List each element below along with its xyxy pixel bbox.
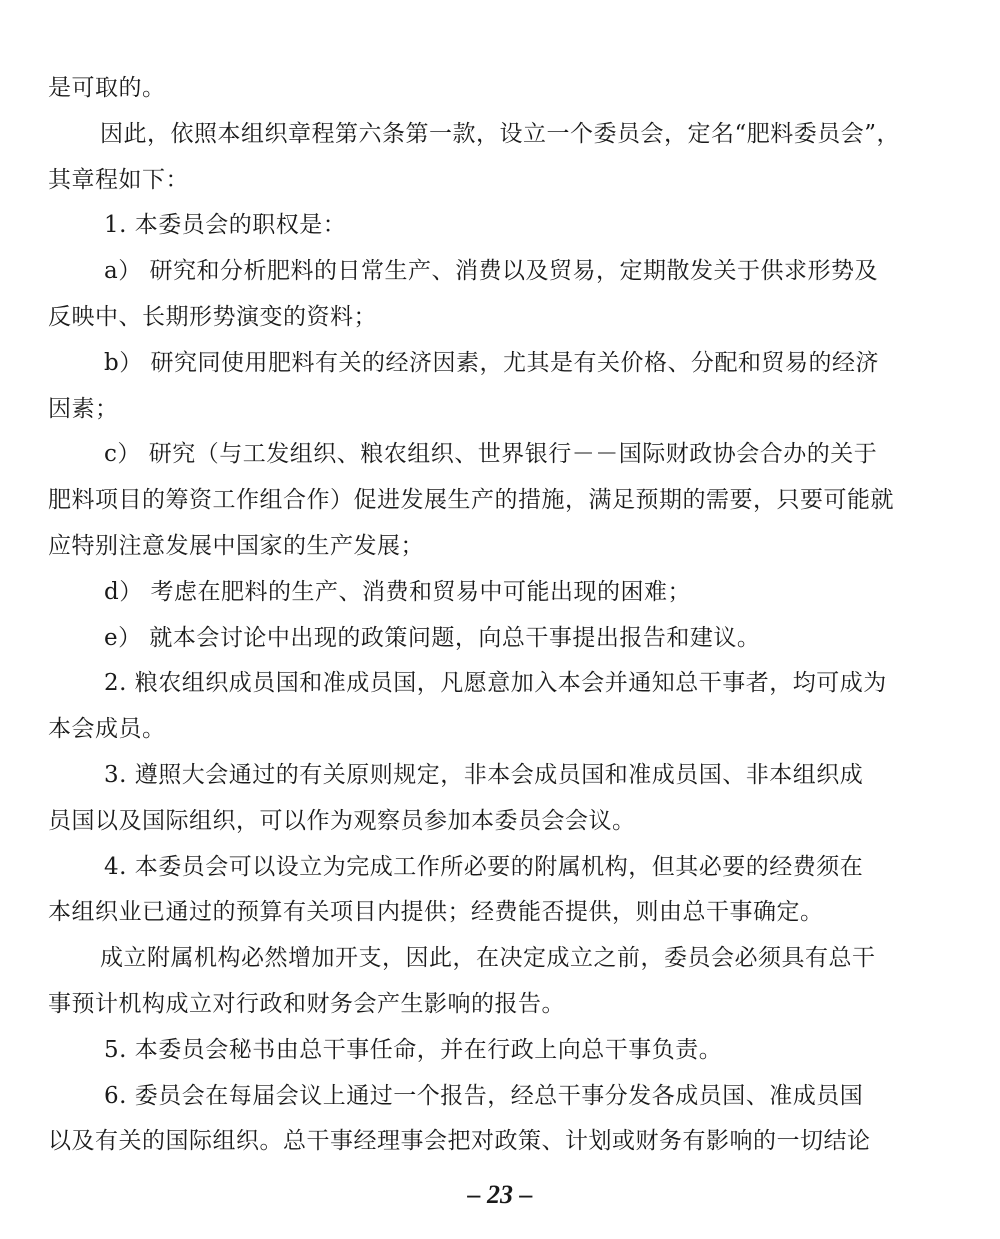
- text-line: b） 研究同使用肥料有关的经济因素，尤其是有关价格、分配和贸易的经济: [104, 349, 880, 376]
- text-line: 反映中、长期形势演变的资料；: [48, 303, 377, 330]
- text-line: 2. 粮农组织成员国和准成员国，凡愿意加入本会并通知总干事者，均可成为: [104, 670, 887, 697]
- text-line: 5. 本委员会秘书由总干事任命，并在行政上向总干事负责。: [104, 1036, 723, 1063]
- text-line: 成立附属机构必然增加开支，因此，在决定成立之前，委员会必须具有总干: [100, 945, 876, 972]
- text-line: a） 研究和分析肥料的日常生产、消费以及贸易，定期散发关于供求形势及: [104, 258, 879, 285]
- text-line: 肥料项目的筹资工作组合作）促进发展生产的措施，满足预期的需要，只要可能就: [48, 487, 894, 514]
- text-line: 事预计机构成立对行政和财务会产生影响的报告。: [48, 990, 565, 1017]
- text-line: 是可取的。: [48, 75, 166, 101]
- text-line: c） 研究（与工发组织、粮农组织、世界银行－－国际财政协会合办的关于: [104, 441, 878, 468]
- text-line: 6. 委员会在每届会议上通过一个报告，经总干事分发各成员国、准成员国: [104, 1082, 864, 1109]
- text-line: 其章程如下：: [48, 166, 189, 193]
- text-line: 4. 本委员会可以设立为完成工作所必要的附属机构，但其必要的经费须在: [104, 853, 864, 880]
- page-number: – 23 –: [467, 1180, 533, 1209]
- text-line: e） 就本会讨论中出现的政策问题，向总干事提出报告和建议。: [104, 624, 761, 651]
- text-line: 应特别注意发展中国家的生产发展；: [48, 532, 424, 559]
- text-line: 员国以及国际组织，可以作为观察员参加本委员会会议。: [48, 807, 636, 834]
- text-line: 本会成员。: [48, 716, 166, 743]
- text-line: 因素；: [48, 395, 119, 422]
- body-text: [48, 66, 960, 1165]
- text-line: d） 考虑在肥料的生产、消费和贸易中可能出现的困难；: [104, 578, 692, 605]
- text-line: 本组织业已通过的预算有关项目内提供；经费能否提供，则由总干事确定。: [48, 899, 824, 926]
- text-line: 1. 本委员会的职权是：: [104, 212, 347, 239]
- text-line: 因此，依照本组织章程第六条第一款，设立一个委员会，定名“肥料委员会”，: [100, 120, 901, 147]
- text-line: 以及有关的国际组织。总干事经理事会把对政策、计划或财务有影响的一切结论: [48, 1128, 871, 1155]
- text-line: 3. 遵照大会通过的有关原则规定，非本会成员国和准成员国、非本组织成: [104, 761, 864, 788]
